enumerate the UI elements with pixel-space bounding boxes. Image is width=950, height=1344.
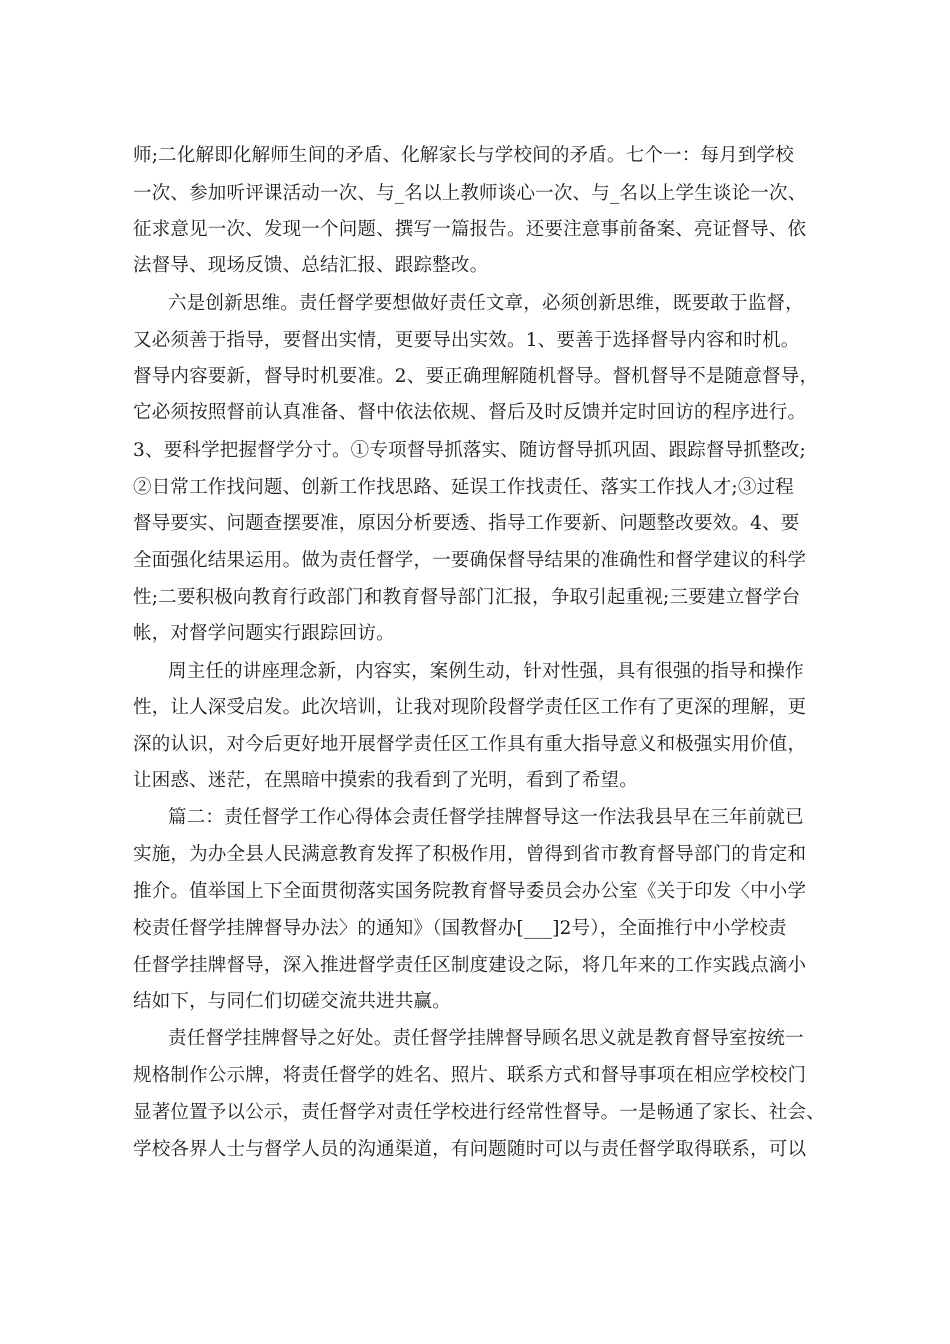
paragraph-4-line-2: 实施，为办全县人民满意教育发挥了积极作用，曾得到省市教育督导部门的肯定和 bbox=[133, 844, 807, 865]
paragraph-2-line-1: 六是创新思维。责任督学要想做好责任文章，必须创新思维，既要敢于监督， bbox=[168, 293, 804, 314]
paragraph-2-line-3: 督导内容要新，督导时机要准。2、要正确理解随机督导。督机督导不是随意督导， bbox=[133, 366, 819, 387]
paragraph-1-line-3: 征求意见一次、发现一个问题、撰写一篇报告。还要注意事前备案、亮证督导、依 bbox=[133, 219, 807, 240]
paragraph-2-line-9: 性;二要积极向教育行政部门和教育督导部门汇报，争取引起重视;三要建立督学台 bbox=[133, 587, 801, 608]
paragraph-3-line-4: 让困惑、迷茫，在黑暗中摸索的我看到了光明，看到了希望。 bbox=[133, 770, 638, 791]
paragraph-2-line-10: 帐，对督学问题实行跟踪回访。 bbox=[133, 623, 395, 644]
paragraph-3-line-3: 深的认识，对今后更好地开展督学责任区工作具有重大指导意义和极强实用价值， bbox=[133, 734, 807, 755]
paragraph-2-line-2: 又必须善于指导，要督出实情，更要导出实效。1、要善于选择督导内容和时机。 bbox=[133, 330, 800, 351]
paragraph-1-line-1: 师;二化解即化解师生间的矛盾、化解家长与学校间的矛盾。七个一：每月到学校 bbox=[133, 145, 794, 166]
paragraph-5-line-2: 规格制作公示牌，将责任督学的姓名、照片、联系方式和督导事项在相应学校校门 bbox=[133, 1065, 807, 1086]
paragraph-3-line-1: 周主任的讲座理念新，内容实，案例生动，针对性强，具有很强的指导和操作 bbox=[168, 661, 804, 682]
paragraph-1-line-2: 一次、参加听评课活动一次、与_名以上教师谈心一次、与_名以上学生谈论一次、 bbox=[133, 183, 807, 204]
paragraph-2-line-8: 全面强化结果运用。做为责任督学，一要确保督导结果的准确性和督学建议的科学 bbox=[133, 550, 807, 571]
paragraph-3-line-2: 性，让人深受启发。此次培训，让我对现阶段督学责任区工作有了更深的理解，更 bbox=[133, 697, 807, 718]
paragraph-4-line-1: 篇二：责任督学工作心得体会责任督学挂牌督导这一作法我县早在三年前就已 bbox=[168, 807, 804, 828]
paragraph-4-line-4: 校责任督学挂牌督导办法〉的通知》（国教督办[___]2号），全面推行中小学校责 bbox=[133, 918, 787, 939]
paragraph-5-line-3: 显著位置予以公示，责任督学对责任学校进行经常性督导。一是畅通了家长、社会、 bbox=[133, 1102, 825, 1123]
paragraph-2-line-5: 3、要科学把握督学分寸。①专项督导抓落实、随访督导抓巩固、跟踪督导抓整改; bbox=[133, 440, 806, 461]
paragraph-2-line-4: 它必须按照督前认真准备、督中依法依规、督后及时反馈并定时回访的程序进行。 bbox=[133, 402, 807, 423]
paragraph-4-line-3: 推介。值举国上下全面贯彻落实国务院教育督导委员会办公室《关于印发〈中小学 bbox=[133, 881, 807, 902]
paragraph-2-line-6: ②日常工作找问题、创新工作找思路、延误工作找责任、落实工作找人才;③过程 bbox=[133, 477, 794, 498]
paragraph-4-line-5: 任督学挂牌督导，深入推进督学责任区制度建设之际，将几年来的工作实践点滴小 bbox=[133, 955, 807, 976]
paragraph-2-line-7: 督导要实、问题查摆要准，原因分析要透、指导工作要新、问题整改要效。4、要 bbox=[133, 513, 800, 534]
paragraph-1-line-4: 法督导、现场反馈、总结汇报、跟踪整改。 bbox=[133, 255, 489, 276]
paragraph-5-line-4: 学校各界人士与督学人员的沟通渠道，有问题随时可以与责任督学取得联系，可以 bbox=[133, 1139, 807, 1160]
paragraph-4-line-6: 结如下，与同仁们切磋交流共进共赢。 bbox=[133, 991, 451, 1012]
paragraph-5-line-1: 责任督学挂牌督导之好处。责任督学挂牌督导顾名思义就是教育督导室按统一 bbox=[168, 1028, 804, 1049]
